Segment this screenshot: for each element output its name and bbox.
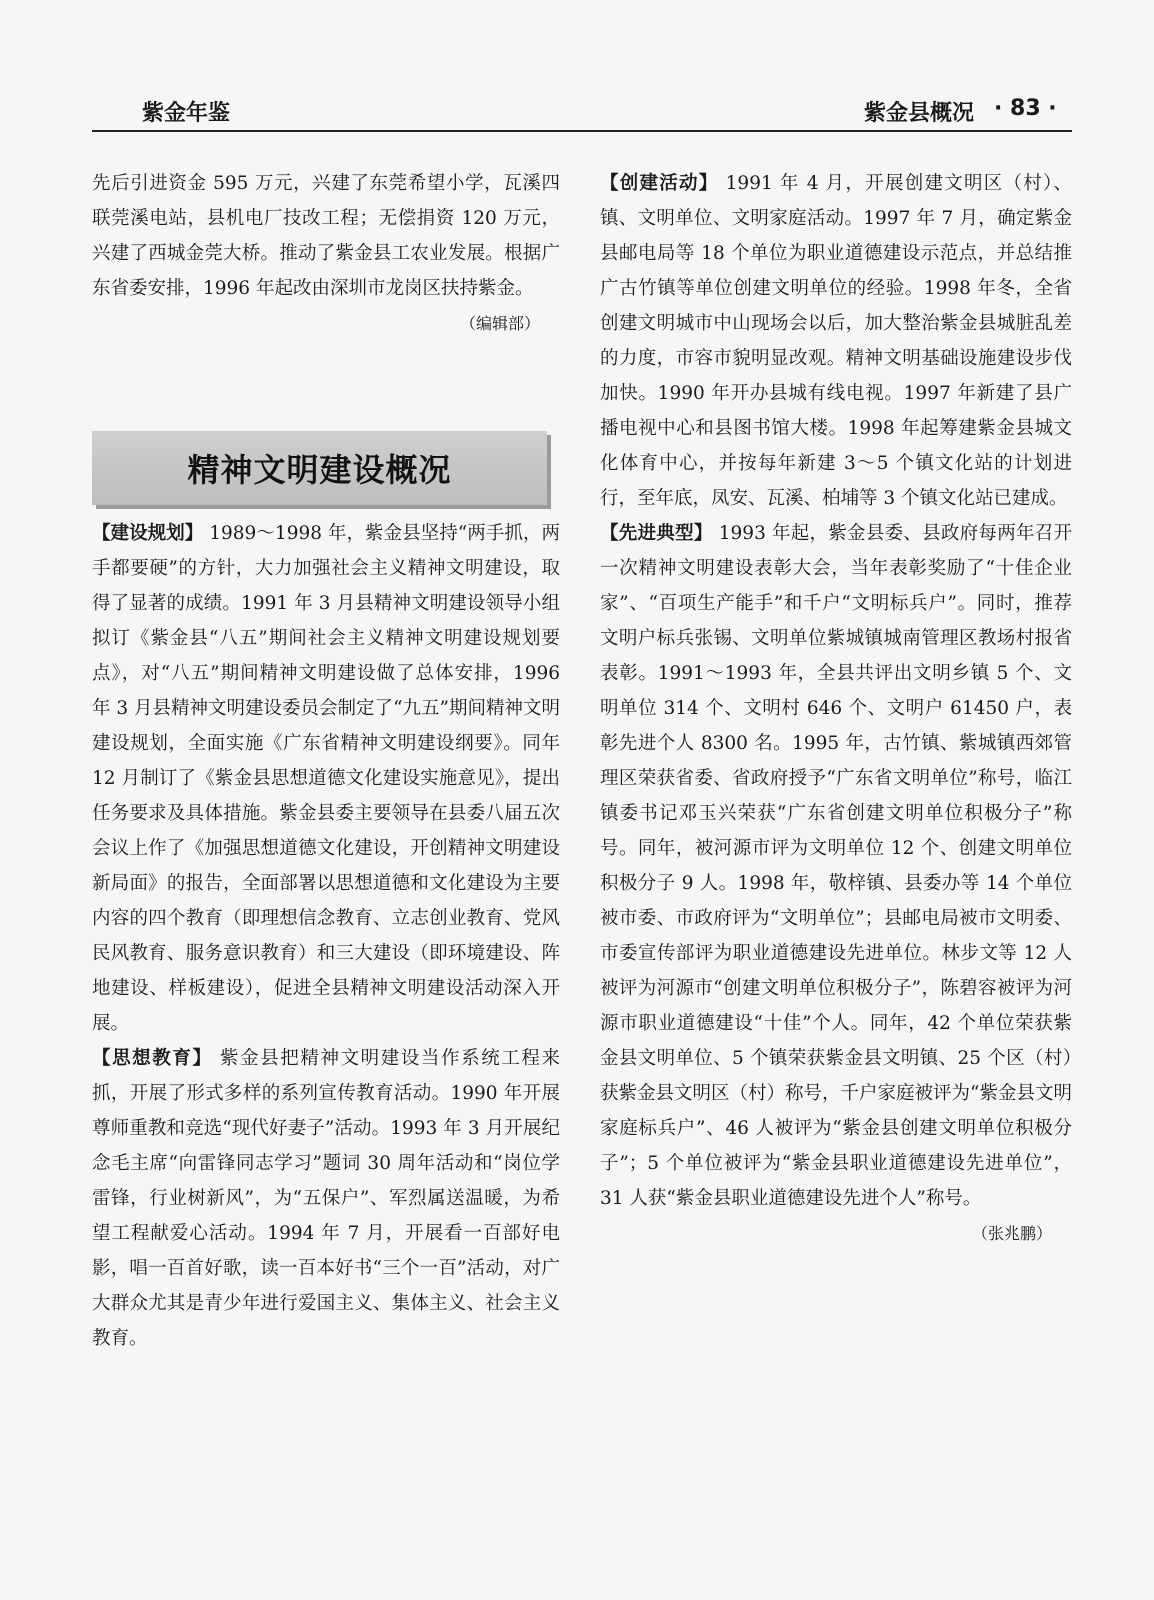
paragraph-text: 1993 年起，紫金县委、县政府每两年召开一次精神文明建设表彰大会，当年表彰奖励了“十佳企业家”、“百项生产能手”和千户“文明标兵户”。同时，推荐文明户标兵张锡、文明单位紫城镇城南管理区教场村报省表彰。1991～1993 年，全县共评出文明乡镇 5 个、文明单位 314 个、文明村 646 个、文明户 61450 户，表彰先进个人 8300 名。1995 年，古竹镇、紫城镇西郊管理区荣获省委、省政府授予“广东省文明单位”称号，临江镇委书记邓玉兴荣获“广东省创建文明单位积极分子”称号。同年，被河源市评为文明单位 12 个、创建文明单位积极分子 9 人。1998 年，敬梓镇、县委办等 14 个单位被市委、市政府评为“文明单位”；县邮电局被市文明委、市委宣传部评为职业道德建设先进单位。林步文等 12 人被评为河源市“创建文明单位积极分子”，陈碧容被评为河源市职业道德建设“十佳”个人。同年，42 个单位荣获紫金县文明单位、5 个镇荣获紫金县文明镇、25 个区（村）获紫金县文明区（村）称号，千户家庭被评为“紫金县文明家庭标兵户”、46 人被评为“紫金县创建文明单位积极分子”；5 个单位被评为“紫金县职业道德建设先进单位”，31 人获“紫金县职业道德建设先进个人”称号。 [600,523,1072,1209]
running-header-chapter: 紫金县概况 [863,101,974,126]
intro-signature: （编辑部） [459,314,540,333]
paragraph-planning [92,516,560,1041]
paragraph-tag: 【建设规划】 [92,523,204,544]
paragraph-text: 1989～1998 年，紫金县坚持“两手抓，两手都要硬”的方针，大力加强社会主义精神文明建设，取得了显著的成绩。1991 年 3 月县精神文明建设领导小组拟订《紫金县“八五”期间社会主义精神文明建设规划要点》，对“八五”期间精神文明建设做了总体安排，1996 年 3 月县精神文明建设委员会制定了“九五”期间精神文明建设规划，全面实施《广东省精神文明建设纲要》。同年 12 月制订了《紫金县思想道德文化建设实施意见》，提出任务要求及具体措施。紫金县委主要领导在县委八届五次会议上作了《加强思想道德文化建设，开创精神文明建设新局面》的报告，全面部署以思想道德和文化建设为主要内容的四个教育（即理想信念教育、立志创业教育、党风民风教育、服务意识教育）和三大建设（即环境建设、阵地建设、样板建设），促进全县精神文明建设活动深入开展。 [92,523,560,1034]
header-rule [92,130,1072,132]
paragraph-text: 紫金县把精神文明建设当作系统工程来抓，开展了形式多样的系列宣传教育活动。1990 年开展尊师重教和竞选“现代好妻子”活动。1993 年 3 月开展纪念毛主席“向雷锋同志学习”题词 30 周年活动和“岗位学雷锋，行业树新风”，为“五保户”、军烈属送温暖，为希望工程献爱心活动。1994 年 7 月，开展看一百部好电影，唱一百首好歌，读一百本好书“三个一百”活动，对广大群众尤其是青少年进行爱国主义、集体主义、社会主义教育。 [92,1048,560,1349]
paragraph-education [92,1041,560,1356]
author-signature: （张兆鹏） [971,1224,1052,1243]
paragraph-models [600,516,1072,1216]
left-column [92,166,560,341]
intro-paragraph: 先后引进资金 595 万元，兴建了东莞希望小学，瓦溪四联莞溪电站，县机电厂技改工程；无偿捐资 120 万元，兴建了西城金莞大桥。推动了紫金县工农业发展。根据广东省委安排，1996 年起改由深圳市龙岗区扶持紫金。 [92,173,560,299]
right-column [600,166,1072,1251]
paragraph-activities [600,166,1072,516]
paragraph-tag: 【创建活动】 [600,173,719,194]
running-header-book-title: 紫金年鉴 [142,101,231,126]
paragraph-text: 1991 年 4 月，开展创建文明区（村）、镇、文明单位、文明家庭活动。1997 年 7 月，确定紫金县邮电局等 18 个单位为职业道德建设示范点，并总结推广古竹镇等单位创建文明单位的经验。1998 年冬，全省创建文明城市中山现场会以后，加大整治紫金县城脏乱差的力度，市容市貌明显改观。精神文明基础设施建设步伐加快。1990 年开办县城有线电视。1997 年新建了县广播电视中心和县图书馆大楼。1998 年起筹建紫金县城文化体育中心，并按每年新建 3～5 个镇文化站的计划进行，至年底，凤安、瓦溪、柏埔等 3 个镇文化站已建成。 [600,173,1072,509]
left-column-body [92,516,560,1356]
paragraph-tag: 【思想教育】 [92,1048,213,1069]
page-number: · 83 · [994,96,1057,121]
paragraph-tag: 【先进典型】 [600,523,713,544]
section-title: 精神文明建设概况 [92,431,547,505]
